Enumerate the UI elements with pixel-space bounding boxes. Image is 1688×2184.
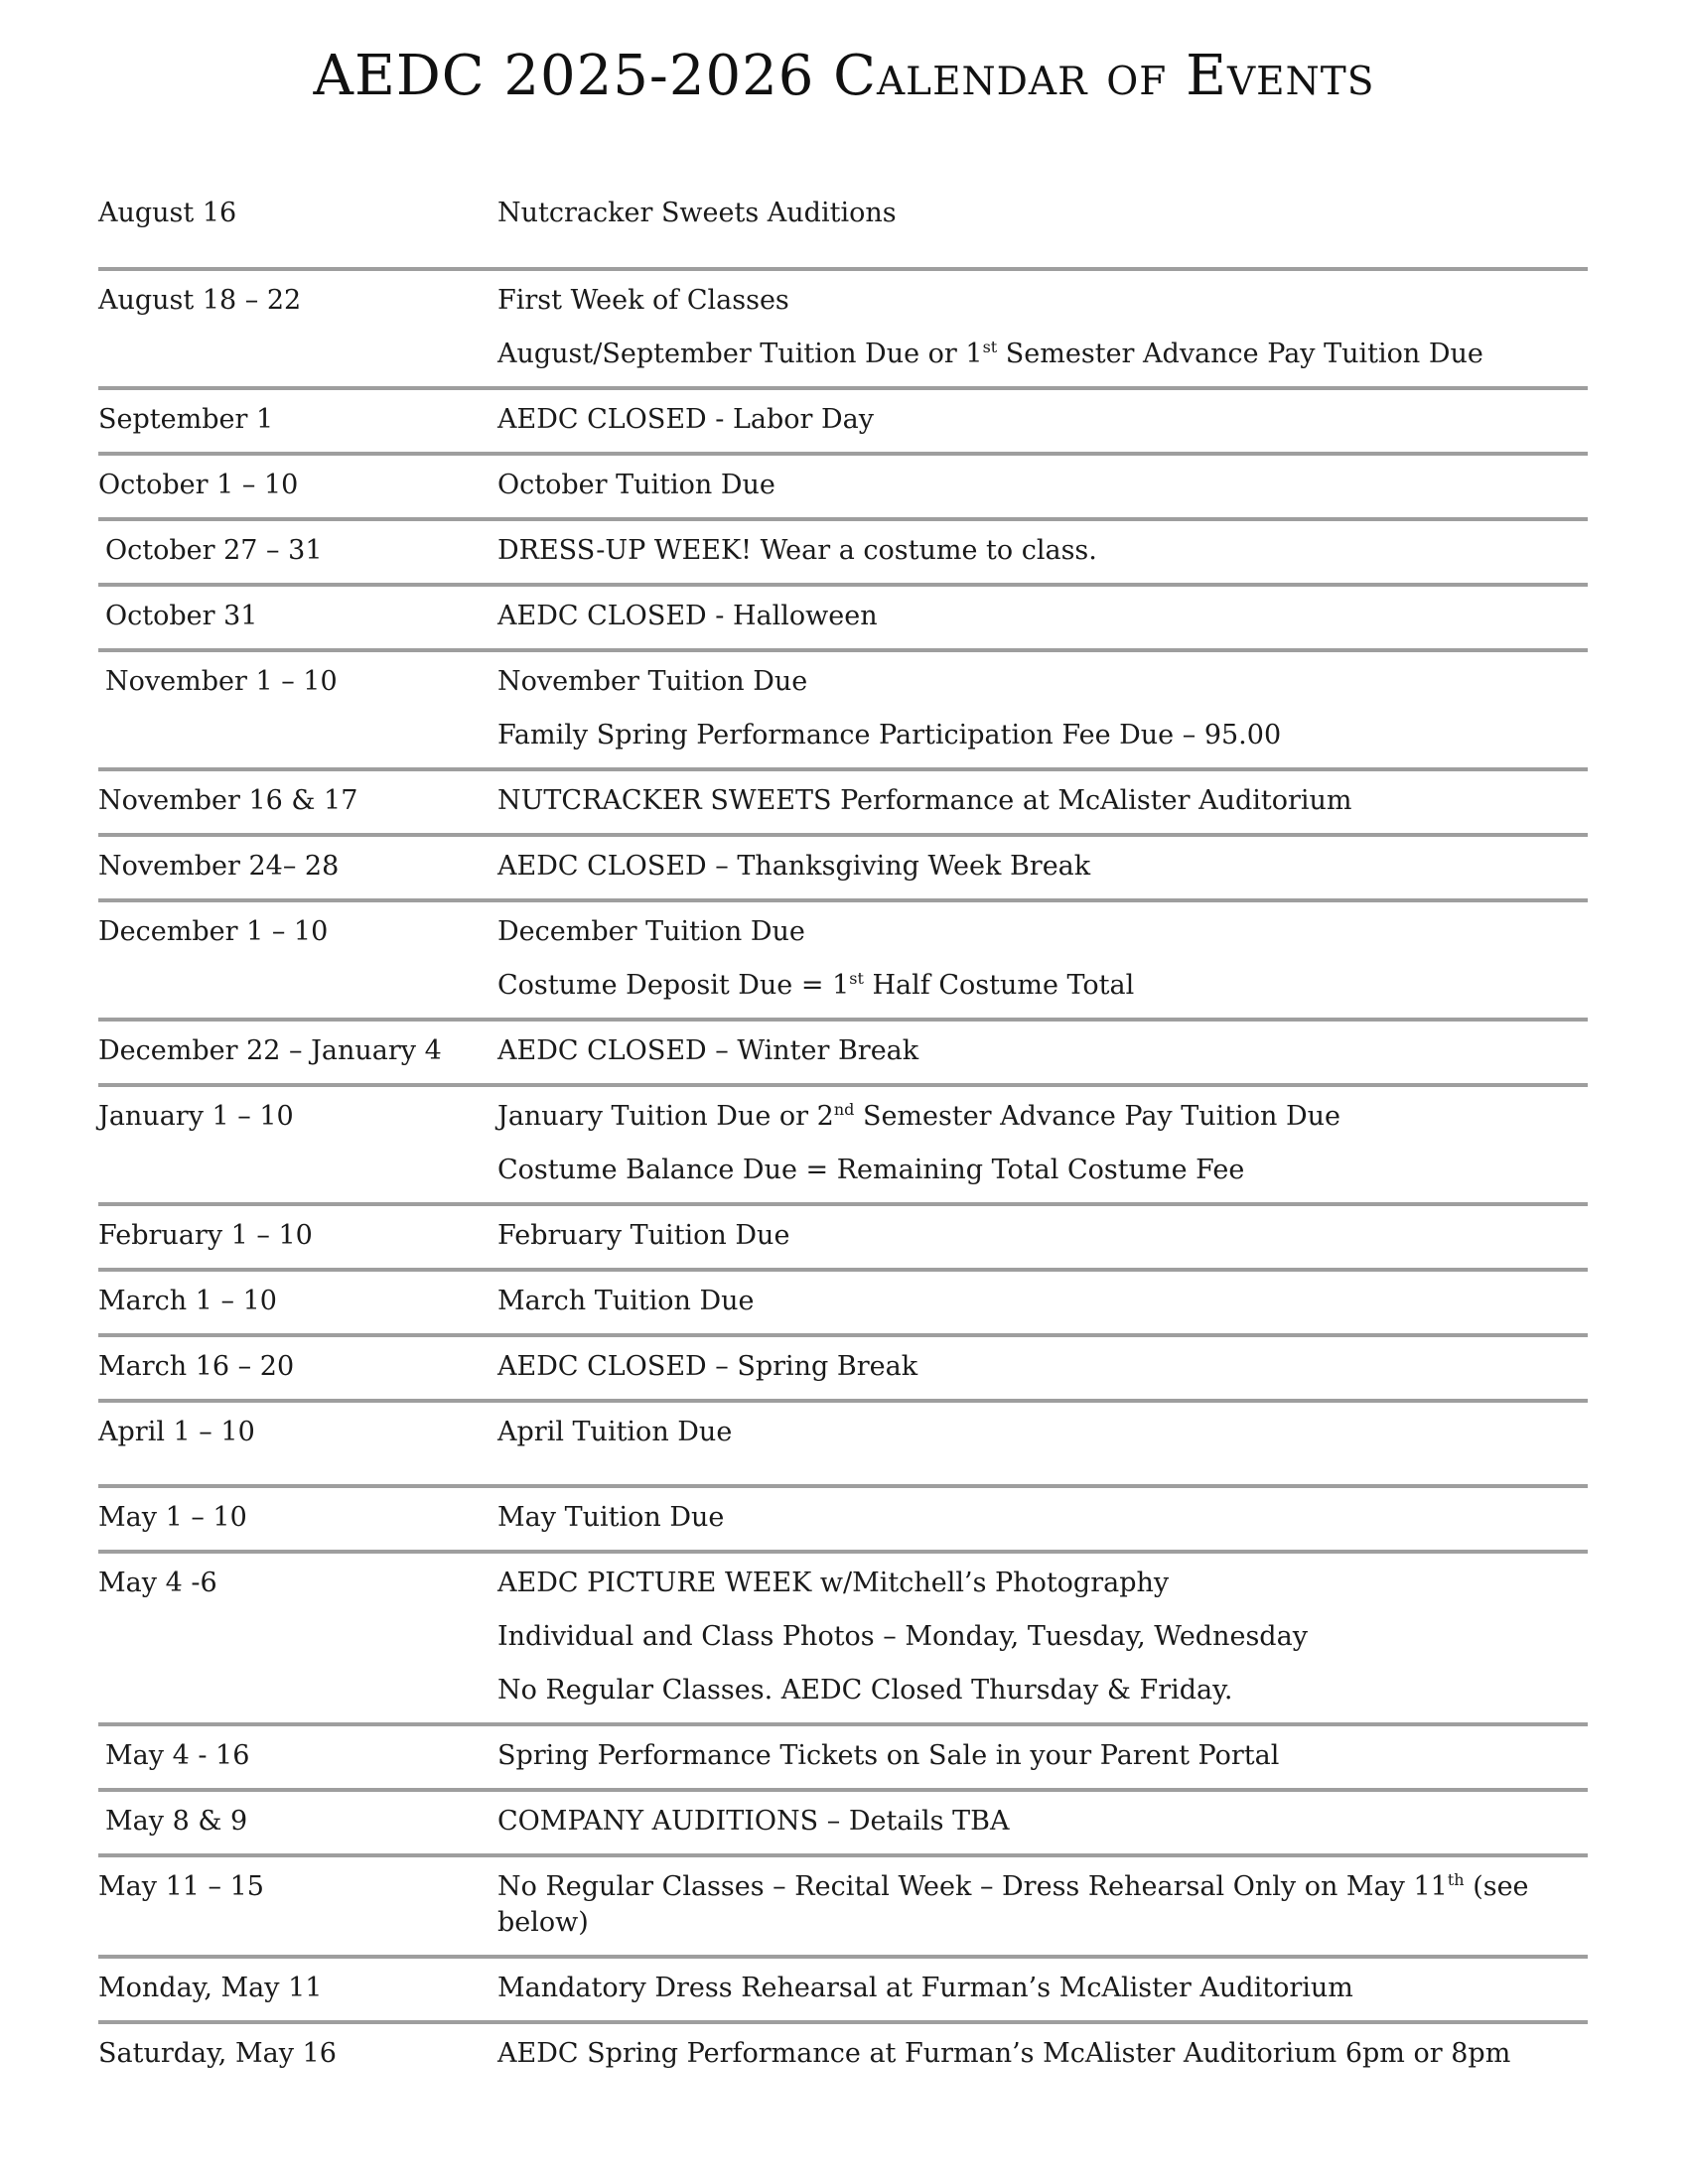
event-description-line: Spring Performance Tickets on Sale in your Parent Portal	[497, 1740, 1280, 1771]
event-description	[497, 1500, 1588, 1536]
event-description	[497, 783, 1588, 819]
event-row	[98, 837, 1588, 902]
event-description	[497, 1099, 1588, 1188]
event-description-line: COMPANY AUDITIONS – Details TBA	[497, 1806, 1010, 1837]
event-description-line: Individual and Class Photos – Monday, Tuesday, Wednesday	[497, 1621, 1308, 1652]
event-description	[497, 1218, 1588, 1254]
event-description-line: February Tuition Due	[497, 1220, 790, 1251]
event-date: Monday, May 11	[98, 1973, 323, 2003]
event-date: November 24– 28	[98, 851, 340, 882]
event-row	[98, 390, 1588, 456]
event-date: August 18 – 22	[98, 285, 302, 316]
event-row	[98, 587, 1588, 652]
event-date: March 1 – 10	[98, 1286, 277, 1316]
event-date: August 16	[98, 198, 237, 228]
event-description	[497, 849, 1588, 885]
event-description	[497, 599, 1588, 634]
event-description	[497, 1869, 1588, 1941]
event-description-line: January Tuition Due or 2nd Semester Advance Pay Tuition Due	[497, 1100, 1341, 1132]
event-description-line: November Tuition Due	[497, 666, 808, 697]
page-title: AEDC 2025-2026 Calendar of Events	[313, 44, 1375, 108]
event-description	[497, 533, 1588, 569]
event-row	[98, 2024, 1588, 2086]
event-description-line: No Regular Classes. AEDC Closed Thursday & Friday.	[497, 1675, 1233, 1706]
event-description-line: May Tuition Due	[497, 1502, 725, 1533]
event-description-line: AEDC Spring Performance at Furman’s McAlister Auditorium 6pm or 8pm	[497, 2038, 1511, 2069]
event-date: October 27 – 31	[105, 535, 323, 566]
event-row	[98, 521, 1588, 587]
event-description	[497, 283, 1588, 372]
event-row	[98, 271, 1588, 390]
event-date: May 4 - 16	[105, 1740, 250, 1771]
event-description	[497, 1566, 1588, 1708]
event-description-line: AEDC CLOSED – Spring Break	[497, 1351, 918, 1382]
event-date: October 31	[105, 601, 258, 631]
event-row	[98, 182, 1588, 271]
event-description	[497, 1033, 1588, 1069]
event-description	[497, 914, 1588, 1004]
event-row	[98, 1857, 1588, 1959]
event-date: February 1 – 10	[98, 1220, 313, 1251]
event-date: November 1 – 10	[105, 666, 338, 697]
event-date: March 16 – 20	[98, 1351, 295, 1382]
event-description	[497, 1415, 1588, 1450]
event-description-line: First Week of Classes	[497, 285, 789, 316]
event-description-line: AEDC CLOSED - Halloween	[497, 601, 878, 631]
event-description-line: AEDC CLOSED - Labor Day	[497, 404, 875, 435]
event-description-line: AEDC PICTURE WEEK w/Mitchell’s Photography	[497, 1568, 1170, 1598]
event-description-line: AEDC CLOSED – Thanksgiving Week Break	[497, 851, 1091, 882]
event-description	[497, 196, 1588, 231]
event-row	[98, 1022, 1588, 1087]
event-description	[497, 1284, 1588, 1319]
event-description-line: DRESS-UP WEEK! Wear a costume to class.	[497, 535, 1097, 566]
event-date: May 1 – 10	[98, 1502, 247, 1533]
event-row	[98, 1488, 1588, 1554]
event-row	[98, 1087, 1588, 1206]
event-description-line: April Tuition Due	[497, 1417, 733, 1447]
event-row	[98, 652, 1588, 771]
event-date: May 4 -6	[98, 1568, 217, 1598]
event-description	[497, 1738, 1588, 1774]
event-description-line: Costume Balance Due = Remaining Total Costume Fee	[497, 1155, 1245, 1185]
event-description-line: October Tuition Due	[497, 470, 775, 500]
event-row	[98, 902, 1588, 1022]
event-row	[98, 1726, 1588, 1792]
event-date: May 8 & 9	[105, 1806, 248, 1837]
event-date: November 16 & 17	[98, 785, 358, 816]
event-row	[98, 1272, 1588, 1337]
event-date: October 1 – 10	[98, 470, 299, 500]
event-description-line: Costume Deposit Due = 1st Half Costume Total	[497, 969, 1135, 1001]
event-description-line: March Tuition Due	[497, 1286, 755, 1316]
event-description-line: AEDC CLOSED – Winter Break	[497, 1035, 919, 1066]
event-description-line: Mandatory Dress Rehearsal at Furman’s McAlister Auditorium	[497, 1973, 1353, 2003]
event-row	[98, 1403, 1588, 1488]
event-date: September 1	[98, 404, 274, 435]
event-description	[497, 2036, 1588, 2072]
event-description	[497, 664, 1588, 753]
event-row	[98, 1792, 1588, 1857]
event-row	[98, 456, 1588, 521]
event-description-line: No Regular Classes – Recital Week – Dress Rehearsal Only on May 11th (see below)	[497, 1870, 1529, 1938]
event-description-line: NUTCRACKER SWEETS Performance at McAlister Auditorium	[497, 785, 1352, 816]
event-date: May 11 – 15	[98, 1871, 264, 1902]
event-date: April 1 – 10	[98, 1417, 255, 1447]
event-description-line: Family Spring Performance Participation Fee Due – 95.00	[497, 720, 1282, 751]
event-description	[497, 402, 1588, 438]
event-date: Saturday, May 16	[98, 2038, 337, 2069]
event-description	[497, 1804, 1588, 1840]
event-description	[497, 1971, 1588, 2006]
event-description-line: December Tuition Due	[497, 916, 805, 947]
event-row	[98, 1337, 1588, 1403]
event-row	[98, 1206, 1588, 1272]
event-description-line: August/September Tuition Due or 1st Semester Advance Pay Tuition Due	[497, 338, 1483, 369]
event-date: December 1 – 10	[98, 916, 329, 947]
event-row	[98, 771, 1588, 837]
event-date: January 1 – 10	[98, 1101, 294, 1132]
event-description-line: Nutcracker Sweets Auditions	[497, 198, 897, 228]
event-description	[497, 1349, 1588, 1385]
events-table	[98, 182, 1588, 2086]
event-row	[98, 1554, 1588, 1726]
event-row	[98, 1959, 1588, 2024]
event-date: December 22 – January 4	[98, 1035, 442, 1066]
event-description	[497, 468, 1588, 503]
